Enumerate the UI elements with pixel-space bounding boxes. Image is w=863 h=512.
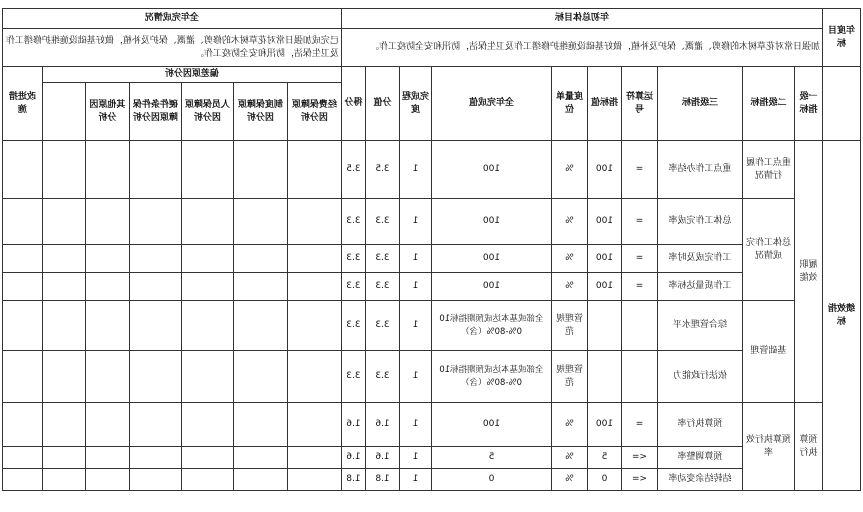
hardware-header: 硬件条件保障原因分析	[129, 83, 181, 141]
target-cell: 100	[588, 245, 622, 273]
weight-cell: 3.5	[366, 141, 400, 199]
unit-cell: %	[552, 273, 588, 301]
operator-cell: =	[622, 141, 658, 199]
unit-cell: 管理规范	[552, 301, 588, 351]
level3-cell: 预算执行率	[658, 403, 743, 447]
table-row	[2, 301, 860, 351]
unit-cell: %	[552, 245, 588, 273]
target-cell	[588, 301, 622, 351]
weight-cell: 3.3	[366, 351, 400, 403]
group-output-cell: 履职效能	[795, 141, 823, 403]
score-header: 得分	[341, 67, 365, 141]
weight-cell: 3.3	[366, 245, 400, 273]
score-cell: 3.5	[341, 141, 365, 199]
operator-cell: =	[622, 273, 658, 301]
level3-cell: 重点工作办结率	[658, 141, 743, 199]
level2-cell: 预算执行效率	[743, 403, 795, 491]
degree-cell: 1	[400, 447, 432, 469]
operator-cell: <=	[622, 447, 658, 469]
degree-cell: 1	[400, 245, 432, 273]
actual-cell: 100	[432, 199, 552, 245]
level2-cell: 基础管理	[743, 301, 795, 403]
target-cell: 5	[588, 447, 622, 469]
unit-cell: %	[552, 199, 588, 245]
deviation-header: 偏差原因分析	[42, 67, 341, 83]
level3-header: 三级指标	[658, 67, 743, 141]
unit-cell: 管理规范	[552, 351, 588, 403]
level3-cell: 工作质量达标率	[658, 273, 743, 301]
operator-header: 运算符号	[622, 67, 658, 141]
personnel-header: 人员保障原因分析	[181, 83, 233, 141]
table-row	[2, 351, 860, 403]
other-header: 其他原因分析	[85, 83, 129, 141]
level1-header: 一级指标	[795, 67, 823, 141]
actual-cell: 100	[432, 141, 552, 199]
degree-cell: 1	[400, 403, 432, 447]
table-row	[2, 273, 860, 301]
level2-header: 二级指标	[743, 67, 795, 141]
actual-cell: 全部或基本达成预期指标100%-80%（含）	[432, 351, 552, 403]
target-cell: 0	[588, 469, 622, 491]
operator-cell	[622, 301, 658, 351]
annual-overall-goal-header: 年初总体目标	[341, 9, 822, 29]
actual-cell: 全部或基本达成预期指标100%-80%（含）	[432, 301, 552, 351]
operator-cell: =	[622, 199, 658, 245]
level2-cell: 重点工作履行情况	[743, 141, 795, 199]
level3-cell: 依法行政能力	[658, 351, 743, 403]
table-row	[2, 245, 860, 273]
annual-completion-header: 全年完成情况	[2, 9, 341, 29]
performance-table	[2, 8, 861, 491]
score-cell: 1.6	[341, 447, 365, 469]
level3-cell: 结转结余变动率	[658, 469, 743, 491]
unit-cell: %	[552, 403, 588, 447]
actual-cell: 100	[432, 245, 552, 273]
score-weight-header: 分值	[366, 67, 400, 141]
target-cell: 100	[588, 403, 622, 447]
level1-cell: 绩效指标	[823, 141, 861, 491]
score-cell: 3.3	[341, 351, 365, 403]
actual-cell: 100	[432, 403, 552, 447]
target-cell	[588, 351, 622, 403]
level3-cell: 总体工作完成率	[658, 199, 743, 245]
table-row	[2, 469, 860, 491]
weight-cell: 1.6	[366, 403, 400, 447]
degree-cell: 1	[400, 141, 432, 199]
table-row	[2, 447, 860, 469]
level3-cell: 综合管理水平	[658, 301, 743, 351]
operator-cell: <=	[622, 469, 658, 491]
completion-degree-header: 完成程度	[400, 67, 432, 141]
actual-cell: 0	[432, 469, 552, 491]
actual-header: 全年完成值	[432, 67, 552, 141]
annual-goal-header: 年度目标	[823, 9, 861, 67]
weight-cell: 1.8	[366, 469, 400, 491]
unit-cell: %	[552, 141, 588, 199]
unit-cell: %	[552, 447, 588, 469]
score-cell: 3.3	[341, 273, 365, 301]
unit-cell: %	[552, 469, 588, 491]
level3-cell: 预算调整率	[658, 447, 743, 469]
unit-header: 度量单位	[552, 67, 588, 141]
weight-cell: 1.6	[366, 447, 400, 469]
blank-goal-cell	[823, 67, 861, 141]
goal-text: 加强日常对花草树木的修剪、灌溉、保护及补植，做好基础设施维护修缮工作及卫生保洁，防汛和安全防疫工作。	[341, 29, 822, 67]
level2-cell: 总体工作完成情况	[743, 199, 795, 301]
weight-cell: 3.3	[366, 273, 400, 301]
operator-cell: =	[622, 403, 658, 447]
score-cell: 3.3	[341, 199, 365, 245]
weight-cell: 3.3	[366, 301, 400, 351]
score-cell: 1.6	[341, 403, 365, 447]
operator-cell: =	[622, 245, 658, 273]
level3-cell: 工作完成及时率	[658, 245, 743, 273]
target-cell: 100	[588, 199, 622, 245]
completion-text: 已完成加强日常对花草树木的修剪、灌溉、保护及补植，做好基础设施维护修缮工作及卫生保洁，防汛和安全防疫工作。	[2, 29, 341, 67]
improvement-header: 改进措施	[2, 67, 42, 141]
degree-cell: 1	[400, 351, 432, 403]
target-cell: 100	[588, 273, 622, 301]
degree-cell: 1	[400, 273, 432, 301]
target-cell: 100	[588, 141, 622, 199]
table-row	[2, 199, 860, 245]
degree-cell: 1	[400, 199, 432, 245]
score-cell: 3.3	[341, 245, 365, 273]
score-cell: 1.8	[341, 469, 365, 491]
actual-cell: 5	[432, 447, 552, 469]
operator-cell	[622, 351, 658, 403]
table-row	[2, 403, 860, 447]
degree-cell: 1	[400, 301, 432, 351]
degree-cell: 1	[400, 469, 432, 491]
funding-header: 经费保障原因分析	[287, 83, 341, 141]
table-row	[2, 141, 860, 199]
actual-cell: 100	[432, 273, 552, 301]
target-value-header: 指标值	[588, 67, 622, 141]
score-cell: 3.3	[341, 301, 365, 351]
group-budget-cell: 预算执行	[795, 403, 823, 491]
weight-cell: 3.3	[366, 199, 400, 245]
system-header: 制度保障原因分析	[233, 83, 287, 141]
